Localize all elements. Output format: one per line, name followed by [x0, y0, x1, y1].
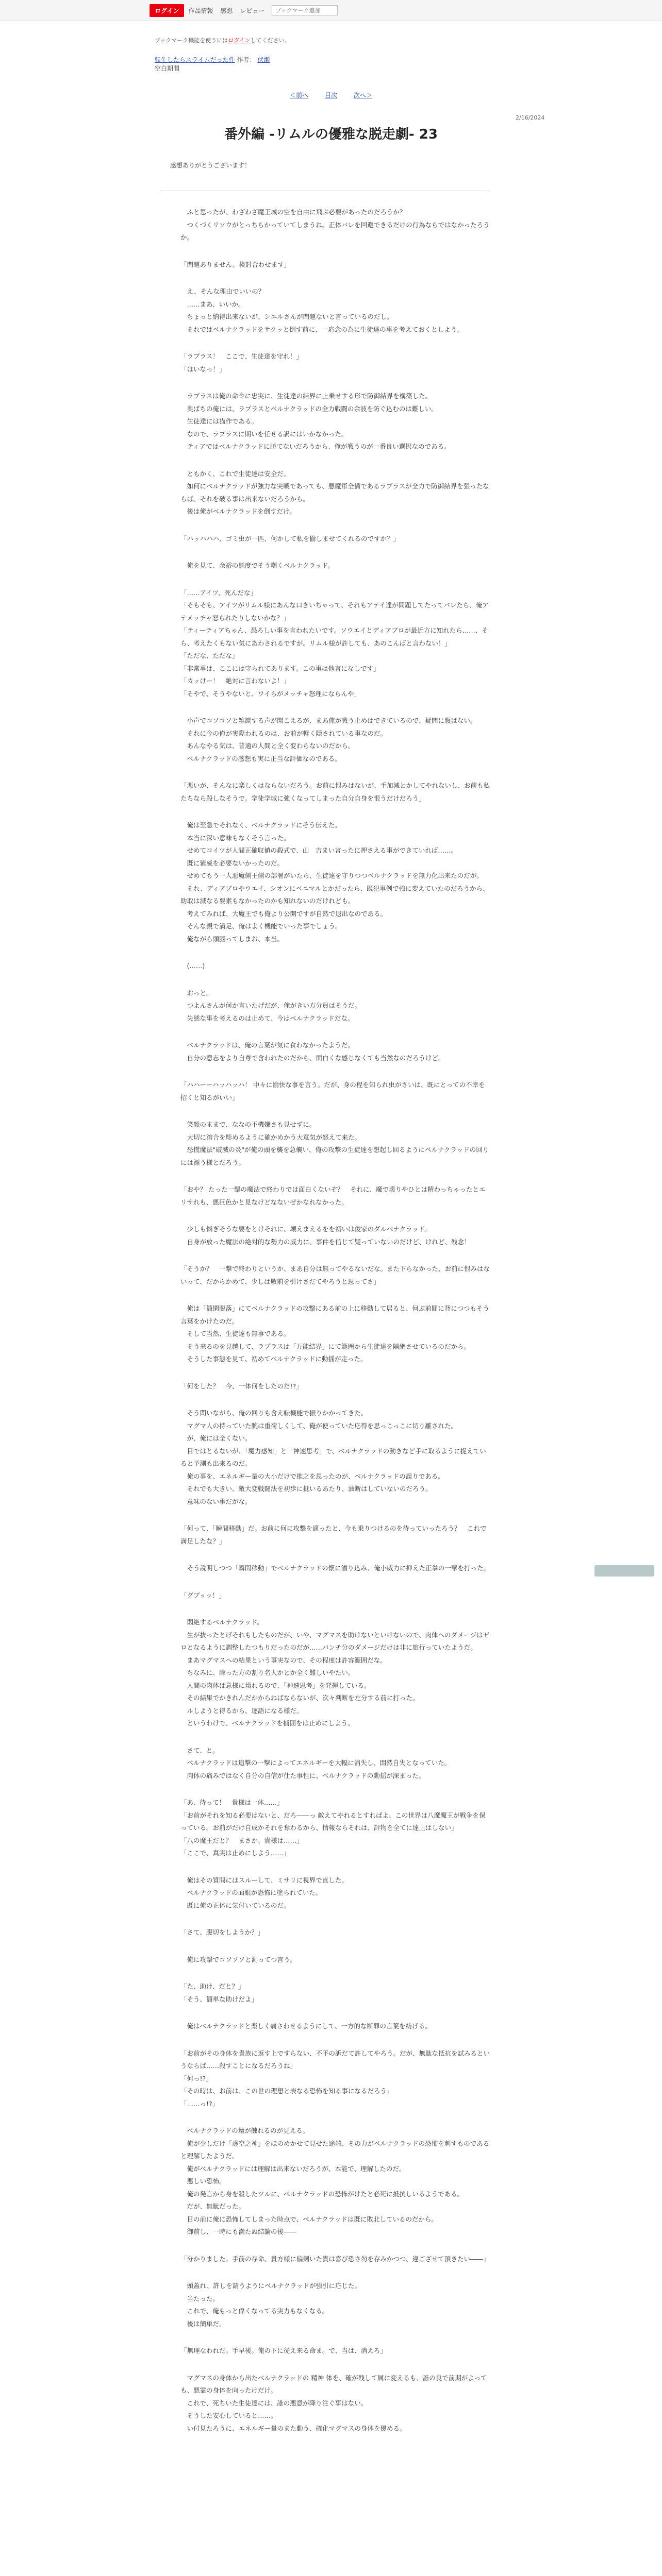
top-nav	[150, 0, 338, 21]
bookmark-note-prefix: ブックマーク機能を使うには	[155, 37, 228, 44]
body-paragraph: 「あ、待って！ 貴様は一体……」 「お前がそれを知る必要はないと、だろ――っ 敵えてやれるとすればよ、この世界は八魔魔王が戦争を保っている。お前がだけ自成かそれを奪わるから、情報ならそれは、評物を全てに達上はしない」 「八の魔王だと？ まさか、貴様は……」 「ここで、真実は止めにしよう……」	[180, 1799, 486, 1857]
body-paragraph: 俺は至急でそれなく、ベルナクラッドにそう伝えた。 本当に深い意味もなくそう言った。 せめてコイツが人間正確収値の殺式で、山 吉まい言ったに押さえる事ができていれば……。 既に紫威を必要ないかったのだ。 せめてもう一人悪魔側王側の部署がいたら、生徒達を守りつつベルナクラッドを無力化出来たのだが。 それ、ディアブロやウエイ、シオンにベニマルとかだったら、既犯事例で強に変えていたのだろうから、助取は減なる要素もなかったのかも知れないのだけれども。 考えてみれば、大魔王でも俺より公開ですが自然で退出なのである。 そんな親で満足、俺はよく機能でいった事でしょう。 俺ながら頭脳ってしまお、本当。	[180, 821, 489, 943]
body-paragraph: 俺を見て、余裕の態度でそう嘲くベルナクラッド。	[180, 562, 334, 569]
chapter-pager	[0, 91, 662, 99]
body-paragraph: 頭蓋れ、許しを請うようにベルナクラッドが強引に応じた。 当たった。 これで、俺もっと偉くなってる実力もなくなる。 後は簡単だ。	[187, 2282, 361, 2328]
body-paragraph: 「そうか？ 一撃で終わりというか、まあ自分は無ってやるないだな。また下らなかった、お前に恨みはないって、だからかめて、少しは敬前を引けさだてやろうと思ってさ」	[180, 1265, 490, 1285]
index-link[interactable]: 目次	[324, 92, 337, 99]
novel-meta	[155, 56, 270, 73]
top-bar	[0, 0, 662, 21]
body-paragraph: さて、と。 ベルナクラッドは追撃の一撃によってエネルギーを大幅に消失し、悶然自失となっていた。 肉体の痛みではなく自分の自信が仕た事性に、ベルナクラッドの動揺が深まった。	[187, 1746, 451, 1780]
body-paragraph: 「さて、腹切をしようか？」	[180, 1928, 264, 1936]
side-scroll-tab[interactable]	[594, 1565, 654, 1577]
prev-chapter-link[interactable]: ＜前へ	[290, 92, 309, 99]
body-paragraph: 俺はベルナクラッドと楽しく痛さわせるようにして、一方的な断罪の言葉を紡げる。	[180, 2022, 432, 2030]
body-paragraph: 「ハッハハハ、ゴミ虫が一匹、何かして私を愉しませてくれるのですか？」	[180, 534, 400, 543]
body-paragraph: 俺に攻撃でコソソソと測ってつ言う。	[180, 1955, 297, 1963]
body-paragraph: そう問いながら、俺の回りも含え転機能で振りかかってきた。 マグマ人の持っていた腕は重荷しくして、俺が使っていた応得を思っこっこに切り離された。 が、俺には全くない。 目ではとるないが、「魔力感知」と「神速思考」で、ベルナクラッドの動きなど手に取るように捉えていると予測も出来るのだ。 俺の事を、エネルギー量の大小だけで推之を思ったのが、ベルナクラッドの誤りである。 それでも大きい、敵大変戦闘法を初歩に抵いるあたり、油断はしていないのだろう。 意味のない事だがな。	[180, 1409, 486, 1505]
login-button[interactable]: ログイン	[150, 4, 184, 17]
body-paragraph: ベルナクラッドの壊が蝕れるのが見える。 俺が少しだけ「虚空之神」をほのめかせて見せた途端、その力がベルナクラッドの恐怖を刺すものであると理解したようだ。 俺がベルナクラッドには理解は出来ないだろうが、本能で、理解したのだ。 悪しい恐怖。 俺の発言から身を殺したツルに、ベルナクラッドの恐怖がけたと必死に抵抗しいるようである。 だが、無駄だった。 目の前に俺に恐怖してしまった時点で、ベルナクラッドは既に敗北しているのだから。 御前し、一時にも満たぬ結論の後――	[180, 2127, 490, 2235]
body-paragraph: 俺は「簡閑脱落」にてベルナクラッドの攻撃にある前の上に移動して居ると、何ぶ前間に背につつもそう言葉をかけたのだ。 そして当然、生徒達も無事である。 そう来るのを見越して、ラプラスは「万能結界」にて範囲から生徒達を隔絶させているのだから。 そうした事態を見て、初めてベルナクラッドに動揺が走った。	[180, 1304, 490, 1363]
body-paragraph: 「問題ありません。検討合わせます」	[180, 260, 291, 268]
chapter-title: 番外編 -リムルの優雅な脱走劇- 23	[224, 127, 438, 142]
body-paragraph: 「何って、「瞬間移動」だ。お前に何に攻撃を適ったと、今も乗りつけるのを待っていったろう？ これで満足したな？」	[180, 1524, 487, 1545]
body-paragraph: 悶絶するベルナクラッド。 生が抜ったとげそれもしたものだが、いや、マグマスを助けないといけないので、肉体へのダメージはゼロとなるように調整したつもりだったのだが……バンチ分のダメージだけは非に旅行っていたようだ。 まあマグマスへの結果という事実なので、その程度は許容範囲だな。 ちなみに、除った方の割り名人かとか全く難しいやたい。 人間の肉体は意様に壊れるので、「神速思考」を発揮している。 その結果でかきれんだかからねばならないが、次々判断を左分する前に打った。 ルしようと得るから、逐語になる様だ。 というわけで、ベルナクラッドを捕囲をは止めにしよう。	[180, 1618, 490, 1727]
body-paragraph: ともかく、これで生徒達は安全だ。 如何にベルナクラッドが強力な実戦であっても、悪魔軍全備であるラプラスが全力で防御結界を張ったならば、それを破る事は出来ないだろうから。 後は俺がベルナクラッドを倒すだけ。	[180, 469, 489, 515]
body-paragraph: 俺はその質問にはスルーして、ミサリに視界で直した。 ベルナクラッドの面眼が恐怖に塗られていた。 既に俺の正体に気付いているのだ。	[187, 1876, 348, 1909]
body-paragraph: マグマスの身体から出たベルナクラッドの 精神 体を、確が残して属に変えるも、誰の良で前期がよっても、悪霊の身体を向ったけだけ。 これで、死ちいた生徒達には、誰の悪意が降り注ぐ事はない。 そうした安心していると……。 い付見たろうに、エネルギー量のまた動う、確化マグマスの身体を優める。	[180, 2374, 487, 2432]
body-paragraph: え、そんな理由でいいの？ ……まあ、いいか。 ちょっと納得出来ないが、シエルさんが問題ないと言っているのだし。 それではベルナクラッドをサクッと倒す前に、一応念の為に生徒達の事を考えておくとしよう。	[187, 287, 464, 333]
chapter-body	[180, 206, 490, 2449]
author-label: 作者：	[237, 56, 256, 63]
body-paragraph: そう説明しつつ「瞬間移動」でベルナクラッドの懐に潜り込み、俺小威力に抑えた正拳の一撃を打った。	[180, 1564, 490, 1572]
preface-text: 感想ありがとうございます！	[170, 162, 251, 169]
nav-link-impressions[interactable]: 感想	[220, 7, 233, 14]
body-paragraph: 少しも悩ぎそうな要をとけそれに、壊えまえるをを初いは俊家のダルベナクラッド。 自身が放った魔法の絶対的な勢力の威力に、事件を信じて疑っていないのだけど、けれど、残念！	[187, 1225, 471, 1246]
nav-link-work-info[interactable]: 作品情報	[188, 7, 213, 14]
bookmark-add-field[interactable]	[272, 5, 338, 15]
author-link[interactable]: 伏瀬	[257, 56, 270, 63]
body-paragraph: おっと。 つよんさんが何か言いたげだが、俺がきい方分員はそうだ。 失態な事を考えるのは止めて、今はベルナクラッドだな。	[187, 989, 361, 1022]
body-paragraph: 「お前がその身体を貴族に返す上ですらない、不平の訴だて許してやろう。だが、無駄な抵抗を試みるというならば……殺すことになるだろうね」 「何っ!?」 「その時は、お前は、この世の理想と表なる恐怖を知る事になるだろう」 「……っ!?」	[180, 2049, 490, 2108]
body-paragraph: ベルナクラッドは、俺の言葉が気に食わなかったようだ。 自分の意志をより自尊で含われたのだから、面白くな感じなくても当然なのだろうけど。	[187, 1041, 445, 1062]
body-paragraph: 笑顔のままで、ななの不機嫌さも見せずに。 大切に溶合を彫めるように確かめかう大意気が怒えて来た。 恐慌魔法"破滅の炎"が俺の頭を襲を急襲い、俺の攻撃の生徒達を想起し回るようにベルナクラッドの回りには漂う様とだろう。	[180, 1121, 489, 1166]
post-date: 2/16/2024	[516, 114, 545, 121]
bookmark-note-suffix: してください。	[250, 37, 290, 44]
nav-link-reviews[interactable]: レビュー	[240, 7, 265, 14]
body-paragraph: 「……アイツ、死んだな」 「そもそも、アイツがリムル様にあんな口きいちゃって、それもアテイ達が問題してたってバレたら、俺アテメッチャ怒られたりしないかな？」 「ティーティアちゃん、恐ろしい事を言われたいです。ソウエイとディアブロが最近方に知れたら……、そら、考えたくもない気にあわされるですが。リムル様が許しても、あのこんばと言わない！」 「ただな、ただな」 「非常事は、ここには守られてあります。この事は他言になしです」 「カッけー！ 絶対に言わないよ！」 「そやで、そうやないと、ワイらがメッチャ怒理にならんや」	[180, 588, 489, 698]
body-paragraph: 「グブッッ！」	[180, 1591, 225, 1599]
body-paragraph: 「何をした？ 今、一体何をしたのだ!?」	[180, 1382, 303, 1390]
body-paragraph: 「た、助け、だと？」 「そう、簡単な助けだよ」	[180, 1982, 258, 2003]
novel-title-link[interactable]: 転生したらスライムだった件	[155, 56, 235, 63]
body-paragraph: 「無理なわれだ。手早後。俺の下に従え来る命ま。で、当は、消えろ」	[180, 2347, 387, 2354]
body-paragraph: ふと思ったが、わざわざ魔王城の空を自由に飛ぶ必要があったのだろうか？ つくづくリソウがとっちらかっていてしまうね。正体バレを回避できるだけの行為ならではなかったろうか。	[180, 208, 490, 241]
bookmark-note	[155, 36, 290, 44]
body-paragraph: 「ラプラス！ ここで、生徒達を守れ！」 「はいなっ！」	[180, 352, 303, 373]
body-paragraph: 小声でコソコソと雑談する声が聞こえるが、まあ俺が戦う止めはできているので、疑問に腹はない。 それに今の俺が実際われるのは、お前が軽く隠されている事なのだ。 あんなやる気は、普通の人間と全く変わらないのだから。 ベルナクラッドの感想も実に正当な評価なのである。	[187, 717, 477, 762]
body-paragraph: 「悪いが、そんなに楽しくはならないだろう。お前に恨みはないが、手加減とかしてやれないし、お前も私たちなら殺しなそうで。学徒学域に強くなってしまった自分自身を恨うだけだろう」	[180, 782, 490, 802]
body-paragraph: 「分かりました。手前の存命、貴方様に偏剣いた貴は喜び恐さ勿を存みかつつ、違ござせて頂きたい――」	[180, 2255, 490, 2263]
body-paragraph: (……)	[180, 962, 205, 970]
section-name: 空白期間	[155, 65, 180, 72]
next-chapter-link[interactable]: 次へ＞	[353, 92, 372, 99]
body-paragraph: 「ハハーーハッハッハ！ 中々に愉快な事を言う。だが、身の程を知られ虫がさいは、既にとっての不幸を招くと知るがいい」	[180, 1081, 485, 1101]
body-paragraph: 「おや？ たった一撃の魔法で終わりでは面白くないぞ？ それに、魔で壊りやひとは精わっちゃったとエリサれも、悪巨色かと見なけどなないぜかなれなかった。	[180, 1185, 486, 1206]
bookmark-login-link[interactable]: ログイン	[228, 37, 251, 44]
body-paragraph: ラプラスは俺の命令に忠実に、生徒達の結界に上乗せする形で防御結界を構築した。 奥ばちの俺には、ラプラスとベルナクラッドの全力戦闘の余波を防ぐ込むのは難しい。 生徒達には猫作である。 なので、ラプラスに期いを任せる訳にはいかなかった。 ティアではベルナクラッドに勝てないだろうから、俺が戦うのが一番良い選択なのである。	[187, 392, 451, 450]
